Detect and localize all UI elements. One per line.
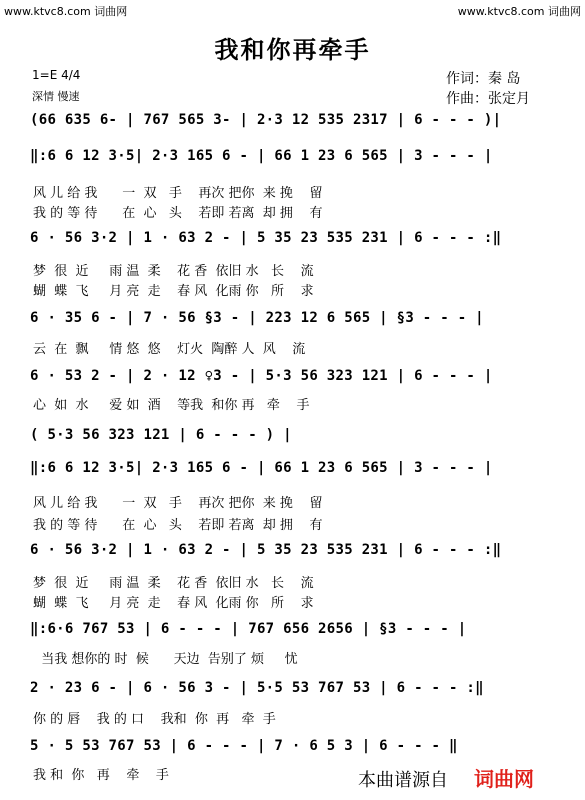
- notes-text: ‖:6 6 12 3·5| 2·3 165 6 - | 66 1 23 6 565 | 3 - - - |: [30, 148, 493, 164]
- lyric-text: 心 如 水 爱 如 酒 等我 和你 再 牵 手: [33, 398, 310, 413]
- lyric-line: [0, 394, 585, 414]
- lyric-text: 梦 很 近 雨 温 柔 花 香 依旧 水 长 流: [33, 264, 314, 279]
- score-notes-line: [0, 427, 585, 447]
- lyric-line: [0, 514, 585, 534]
- score-notes-line: [0, 112, 585, 132]
- notes-text: (66 635 6- | 767 565 3- | 2·3 12 535 2317 | 6 - - - )|: [30, 112, 502, 128]
- notes-text: 5 · 5 53 767 53 | 6 - - - | 7 · 6 5 3 | 6 - - - ‖: [30, 738, 458, 754]
- key-time-signature: 1=E 4/4: [32, 68, 81, 82]
- score-notes-line: [0, 542, 585, 562]
- lyric-line: [0, 572, 585, 592]
- notes-text: 6 · 53 2 - | 2 · 12 ♀3 - | 5·3 56 323 121 | 6 - - - |: [30, 368, 493, 384]
- notes-text: 6 · 35 6 - | 7 · 56 §3 - | 223 12 6 565 | §3 - - - |: [30, 310, 484, 326]
- lyric-line: [0, 592, 585, 612]
- score-notes-line: [0, 680, 585, 700]
- lyric-line: [0, 260, 585, 280]
- lyric-text: 你 的 唇 我 的 口 我和 你 再 牵 手: [33, 712, 276, 727]
- lyric-line: [0, 182, 585, 202]
- lyric-line: [0, 338, 585, 358]
- score-notes-line: [0, 230, 585, 250]
- lyric-line: [0, 648, 585, 668]
- lyric-line: [0, 708, 585, 728]
- notes-text: ‖:6·6 767 53 | 6 - - - | 767 656 2656 | §3 - - - |: [30, 621, 467, 637]
- score-notes-line: [0, 621, 585, 641]
- lyric-text: 我 和 你 再 牵 手: [33, 768, 169, 783]
- score-notes-line: [0, 460, 585, 480]
- score-notes-line: [0, 310, 585, 330]
- notes-text: ( 5·3 56 323 121 | 6 - - - ) |: [30, 427, 292, 443]
- lyric-text: 云 在 飘 情 悠 悠 灯火 陶醉 人 风 流: [33, 342, 306, 357]
- song-title: 我和你再牵手: [214, 36, 371, 64]
- notes-text: 6 · 56 3·2 | 1 · 63 2 - | 5 35 23 535 231 | 6 - - - :‖: [30, 542, 502, 558]
- lyric-text: 风 儿 给 我 一 双 手 再次 把你 来 挽 留: [33, 186, 323, 201]
- tempo-marking: 深情 慢速: [32, 90, 80, 103]
- score-notes-line: [0, 148, 585, 168]
- watermark-left: www.ktvc8.com 词曲网: [4, 5, 128, 18]
- lyric-text: 梦 很 近 雨 温 柔 花 香 依旧 水 长 流: [33, 576, 314, 591]
- footer-site-logo: 词曲网: [474, 767, 534, 791]
- score-notes-line: [0, 368, 585, 388]
- watermark-right: www.ktvc8.com 词曲网: [457, 5, 581, 18]
- lyric-text: 蝴 蝶 飞 月 亮 走 春 风 化雨 你 所 求: [33, 596, 314, 611]
- lyric-text: 我 的 等 待 在 心 头 若即 若离 却 拥 有: [33, 206, 323, 221]
- notes-text: ‖:6 6 12 3·5| 2·3 165 6 - | 66 1 23 6 565 | 3 - - - |: [30, 460, 493, 476]
- lyric-text: 我 的 等 待 在 心 头 若即 若离 却 拥 有: [33, 518, 323, 533]
- footer-brand: 本曲谱源自: [358, 770, 448, 791]
- composer-credit: 作曲：张定月: [446, 91, 530, 107]
- notes-text: 6 · 56 3·2 | 1 · 63 2 - | 5 35 23 535 231 | 6 - - - :‖: [30, 230, 502, 246]
- notes-text: 2 · 23 6 - | 6 · 56 3 - | 5·5 53 767 53 | 6 - - - :‖: [30, 680, 484, 696]
- lyric-text: 风 儿 给 我 一 双 手 再次 把你 来 挽 留: [33, 496, 323, 511]
- lyric-text: 蝴 蝶 飞 月 亮 走 春 风 化雨 你 所 求: [33, 284, 314, 299]
- lyric-text: 当我 想你的 时 候 天边 告别了 烦 忧: [33, 652, 298, 667]
- lyric-line: [0, 280, 585, 300]
- lyricist-credit: 作词：秦 岛: [446, 71, 521, 87]
- lyric-line: [0, 202, 585, 222]
- score-notes-line: [0, 738, 585, 758]
- lyric-line: [0, 492, 585, 512]
